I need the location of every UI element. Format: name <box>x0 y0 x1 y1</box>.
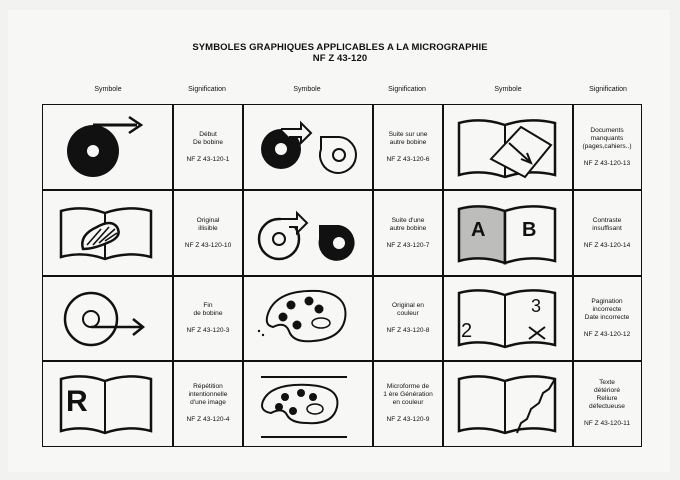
damaged-text-icon <box>451 367 567 443</box>
header-signification-3: Signification <box>589 86 627 93</box>
table-cell <box>574 105 640 189</box>
table-cell <box>174 362 242 445</box>
symbol-meaning: Suite sur une autre bobine <box>388 130 428 146</box>
reel-end-icon <box>53 281 163 357</box>
symbol-meaning: Suite d'une autre bobine <box>389 216 427 232</box>
table-cell <box>374 277 442 360</box>
table-cell <box>174 277 242 360</box>
symbol-meaning: Fin de bobine <box>193 302 223 317</box>
symbol-meaning: Début De bobine <box>192 130 224 146</box>
document-title: SYMBOLES GRAPHIQUES APPLICABLES A LA MICROGRAPHIE <box>192 42 488 53</box>
table-divider <box>43 360 641 362</box>
standard-code: NF Z 43-120-10 <box>184 241 232 249</box>
page-number-3: 3 <box>531 296 542 316</box>
letter-r: R <box>66 385 88 418</box>
symbol-meaning: Original illisible <box>196 216 220 232</box>
letter-b: B <box>522 219 537 241</box>
table-divider <box>43 189 641 191</box>
color-microform-icon <box>249 367 369 443</box>
low-contrast-icon <box>451 197 567 273</box>
symbol-meaning: Original en couleur <box>392 302 424 317</box>
standard-code: NF Z 43-120-6 <box>386 155 430 163</box>
standard-code: NF Z 43-120-7 <box>386 241 430 249</box>
table-cell <box>174 105 242 189</box>
header-symbole-2: Symbole <box>293 86 321 93</box>
symbol-meaning: Microforme de 1 ère Génération en couleur <box>383 383 433 406</box>
page-number-2: 2 <box>461 320 473 342</box>
illegible-original-icon <box>53 197 163 271</box>
table-cell <box>174 191 242 275</box>
standard-code: NF Z 43-120-11 <box>583 420 631 427</box>
standard-code: NF Z 43-120-9 <box>386 416 430 423</box>
reel-start-icon <box>53 111 163 185</box>
symbols-table <box>42 104 642 447</box>
color-original-icon <box>249 281 369 357</box>
symbol-meaning: Texte détérioré Reliure défectueuse <box>589 379 625 410</box>
symbol-meaning: Pagination incorrecte Date incorrecte <box>584 298 630 321</box>
header-symbole-1: Symbole <box>94 86 122 93</box>
standard-code: NF Z 43-120-13 <box>583 159 631 167</box>
standard-code: NF Z 43-120-3 <box>186 327 230 334</box>
table-cell <box>574 277 640 360</box>
symbol-meaning: Documents manquants (pages,cahiers..) <box>582 126 632 150</box>
standard-code: NF Z 43-120-4 <box>186 416 230 423</box>
standard-code: NF Z 43-120-14 <box>583 241 631 249</box>
table-cell <box>374 362 442 445</box>
continued-next-reel-icon <box>249 113 369 185</box>
symbol-meaning: Contraste insuffisant <box>592 216 622 232</box>
header-symbole-3: Symbole <box>494 86 522 93</box>
table-divider <box>43 275 641 277</box>
document-subtitle: NF Z 43-120 <box>312 53 368 64</box>
symbol-meaning: Répétition intentionnelle d'une image <box>188 383 228 406</box>
header-signification-2: Signification <box>388 86 426 93</box>
table-cell <box>574 362 640 445</box>
table-cell <box>574 191 640 275</box>
missing-documents-icon <box>451 111 567 187</box>
table-cell <box>374 191 442 275</box>
standard-code: NF Z 43-120-1 <box>186 155 230 163</box>
continued-from-reel-icon <box>249 199 369 271</box>
table-cell <box>374 105 442 189</box>
standard-code: NF Z 43-120-12 <box>583 331 631 338</box>
header-signification-1: Signification <box>188 86 226 93</box>
standard-code: NF Z 43-120-8 <box>386 327 430 334</box>
letter-a: A <box>471 219 486 241</box>
